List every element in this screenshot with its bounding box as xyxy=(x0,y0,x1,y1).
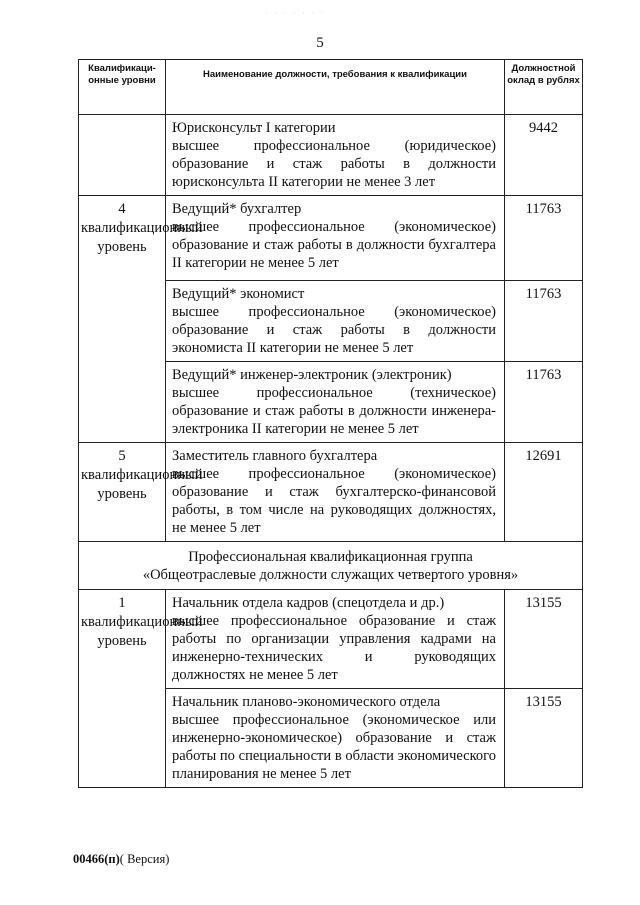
level-cell: 1 квалификационный уровень xyxy=(79,590,166,788)
position-requirements: высшее профессиональное образование и стаж работы по организации управления кадрами на инженерно-технических и руководящих должностях не менее 5 лет xyxy=(172,613,496,683)
position-title: Ведущий* бухгалтер xyxy=(172,201,302,217)
position-title: Заместитель главного бухгалтера xyxy=(172,448,378,464)
document-version: ( Версия) xyxy=(119,852,170,866)
salary-cell: 9442 xyxy=(505,115,583,196)
salary-cell: 11763 xyxy=(505,362,583,443)
table-header-row xyxy=(79,60,583,115)
table-row xyxy=(79,590,583,689)
group-heading-line2: «Общеотраслевые должности служащих четвертого уровня» xyxy=(142,567,519,583)
group-heading xyxy=(79,542,583,590)
position-cell xyxy=(166,115,505,196)
position-requirements: высшее профессиональное (техническое) образование и стаж работы в должности инженера-электроника II категории не менее 5 лет xyxy=(172,385,496,437)
table-row xyxy=(79,443,583,542)
level-cell: 4 квалификационный уровень xyxy=(79,196,166,443)
scan-artifact: · · · · · · · xyxy=(265,8,326,18)
table-row xyxy=(79,196,583,281)
salary-cell: 11763 xyxy=(505,281,583,362)
document-footer xyxy=(73,852,169,867)
position-title: Ведущий* экономист xyxy=(172,286,305,302)
header-position: Наименование должности, требования к квалификации xyxy=(166,60,505,115)
salary-cell: 11763 xyxy=(505,196,583,281)
position-cell xyxy=(166,362,505,443)
position-requirements: высшее профессиональное (юридическое) образование и стаж работы в должности юрисконсульта II категории не менее 3 лет xyxy=(172,138,496,190)
position-title: Начальник отдела кадров (спецотдела и др.) xyxy=(172,595,445,611)
page-number: 5 xyxy=(316,35,324,51)
position-cell xyxy=(166,196,505,281)
table-row xyxy=(79,115,583,196)
level-cell xyxy=(79,115,166,196)
salary-cell: 13155 xyxy=(505,590,583,689)
group-heading-line1: Профессиональная квалификационная группа xyxy=(188,549,473,565)
position-cell xyxy=(166,281,505,362)
salary-cell: 13155 xyxy=(505,689,583,788)
header-level: Квалификаци-онные уровни xyxy=(79,60,166,115)
position-title: Юрисконсульт I категории xyxy=(172,120,336,136)
document-code: 00466(п) xyxy=(73,852,120,866)
position-cell xyxy=(166,689,505,788)
qualification-table xyxy=(78,59,583,788)
group-heading-row xyxy=(79,542,583,590)
position-title: Ведущий* инженер-электроник (электроник) xyxy=(172,367,452,383)
position-requirements: высшее профессиональное (экономическое) образование и стаж работы в должности бухгалтера II категории не менее 5 лет xyxy=(172,219,496,271)
position-requirements: высшее профессиональное (экономическое) образование и стаж работы в должности экономиста II категории не менее 5 лет xyxy=(172,304,496,356)
position-title: Начальник планово-экономического отдела xyxy=(172,694,441,710)
position-requirements: высшее профессиональное (экономическое) образование и стаж бухгалтерско-финансовой работы, в том числе на руководящих должностях, не менее 5 лет xyxy=(172,466,496,536)
position-requirements: высшее профессиональное (экономическое или инженерно-экономическое) образование и стаж работы по специальности в области экономического планирования не менее 5 лет xyxy=(172,712,496,782)
position-cell xyxy=(166,590,505,689)
salary-cell: 12691 xyxy=(505,443,583,542)
level-cell: 5 квалификационный уровень xyxy=(79,443,166,542)
position-cell xyxy=(166,443,505,542)
header-salary: Должностной оклад в рублях xyxy=(505,60,583,115)
